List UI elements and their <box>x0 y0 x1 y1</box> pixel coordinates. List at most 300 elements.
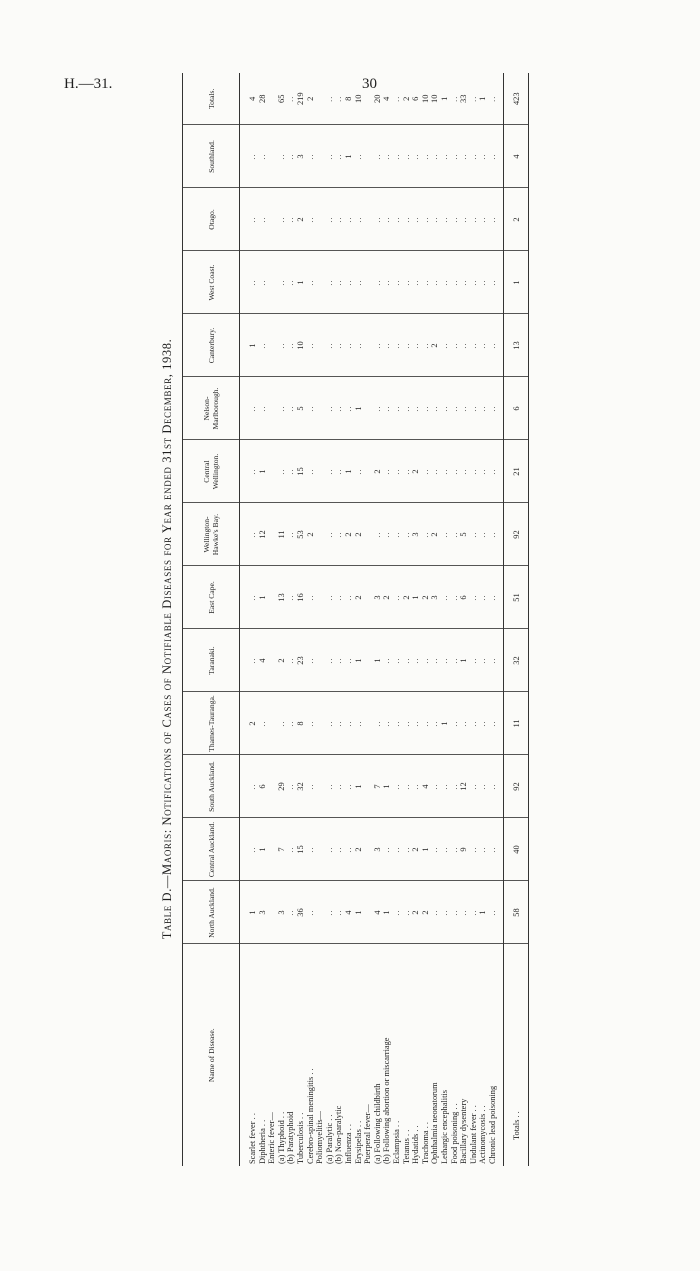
cell-value: .. <box>430 818 440 881</box>
cell-value: 10 <box>430 73 440 125</box>
total-value: 423 <box>504 73 529 125</box>
table-row <box>354 73 364 1166</box>
cell-value: .. <box>469 503 479 566</box>
cell-value <box>315 881 325 944</box>
cell-value: 28 <box>258 73 268 125</box>
cell-value: .. <box>334 188 344 251</box>
cell-value: .. <box>334 629 344 692</box>
cell-value: .. <box>430 692 440 755</box>
cell-value: .. <box>459 440 469 503</box>
cell-value: .. <box>459 188 469 251</box>
cell-value: .. <box>258 314 268 377</box>
cell-value: 3 <box>411 503 421 566</box>
cell-value <box>363 566 373 629</box>
totals-label: Totals . . <box>504 944 529 1166</box>
cell-value: 4 <box>258 629 268 692</box>
cell-value <box>315 125 325 188</box>
cell-value: 6 <box>459 566 469 629</box>
cell-value: 1 <box>373 629 383 692</box>
cell-value: .. <box>488 566 504 629</box>
cell-value: .. <box>286 692 296 755</box>
disease-name: Ophthalmia neonatorum <box>430 1082 440 1164</box>
cell-value: .. <box>402 503 412 566</box>
cell-value: .. <box>421 125 431 188</box>
cell-value: .. <box>344 377 354 440</box>
cell-value: .. <box>306 125 316 188</box>
cell-value: .. <box>488 73 504 125</box>
cell-value: 15 <box>296 440 306 503</box>
cell-value: .. <box>440 818 450 881</box>
cell-value: .. <box>478 503 488 566</box>
cell-value <box>267 692 277 755</box>
header-district: Central Auckland. <box>183 818 240 881</box>
cell-value: .. <box>449 566 459 629</box>
cell-value: .. <box>469 188 479 251</box>
cell-value: .. <box>411 251 421 314</box>
cell-value <box>363 818 373 881</box>
header-district: Canterbury. <box>183 314 240 377</box>
cell-value: .. <box>469 566 479 629</box>
cell-value: .. <box>240 440 258 503</box>
cell-value: 32 <box>296 755 306 818</box>
cell-value: .. <box>421 188 431 251</box>
cell-value <box>267 566 277 629</box>
header-district: East Cape. <box>183 566 240 629</box>
cell-value: .. <box>430 251 440 314</box>
cell-value: 2 <box>344 503 354 566</box>
cell-value: .. <box>488 818 504 881</box>
cell-value: .. <box>240 503 258 566</box>
header-district: West Coast. <box>183 251 240 314</box>
cell-value: 2 <box>240 692 258 755</box>
cell-value: .. <box>306 440 316 503</box>
cell-value: .. <box>354 125 364 188</box>
cell-value: 2 <box>430 314 440 377</box>
disease-name: (a) Following childbirth <box>372 1083 382 1164</box>
cell-value: .. <box>459 314 469 377</box>
cell-value: .. <box>411 692 421 755</box>
cell-value <box>267 188 277 251</box>
page-reference: H.—31. <box>64 76 113 92</box>
cell-value: .. <box>449 503 459 566</box>
cell-value: .. <box>488 377 504 440</box>
cell-value <box>267 314 277 377</box>
cell-value: .. <box>277 377 287 440</box>
cell-value: .. <box>402 755 412 818</box>
cell-value: .. <box>344 818 354 881</box>
total-value: 2 <box>504 188 529 251</box>
cell-value: .. <box>286 377 296 440</box>
table-row <box>315 73 325 1166</box>
disease-name: Chronic lead poisoning <box>488 944 504 1166</box>
cell-value: .. <box>334 251 344 314</box>
cell-value: 1 <box>258 818 268 881</box>
total-value: 40 <box>504 818 529 881</box>
cell-value: .. <box>240 818 258 881</box>
cell-value <box>363 881 373 944</box>
cell-value: 1 <box>344 125 354 188</box>
cell-value: .. <box>325 440 335 503</box>
cell-value: .. <box>373 503 383 566</box>
cell-value: 23 <box>296 629 306 692</box>
cell-value: .. <box>325 692 335 755</box>
cell-value: .. <box>449 692 459 755</box>
cell-value: .. <box>488 251 504 314</box>
cell-value: 2 <box>382 566 392 629</box>
table-row <box>325 73 335 1166</box>
cell-value: 1 <box>344 440 354 503</box>
cell-value: .. <box>277 251 287 314</box>
cell-value: 7 <box>277 818 287 881</box>
cell-value: 2 <box>354 818 364 881</box>
cell-value: 13 <box>277 566 287 629</box>
cell-value: .. <box>421 314 431 377</box>
cell-value: .. <box>469 692 479 755</box>
cell-value: .. <box>402 881 412 944</box>
cell-value: .. <box>402 188 412 251</box>
cell-value: 6 <box>258 755 268 818</box>
cell-value: .. <box>240 566 258 629</box>
cell-value: .. <box>240 377 258 440</box>
cell-value: 2 <box>430 503 440 566</box>
cell-value: 20 <box>373 73 383 125</box>
cell-value: .. <box>488 692 504 755</box>
cell-value: 8 <box>296 692 306 755</box>
header-district: Southland. <box>183 125 240 188</box>
cell-value: .. <box>421 440 431 503</box>
cell-value: 1 <box>459 629 469 692</box>
total-value: 51 <box>504 566 529 629</box>
cell-value: 1 <box>478 881 488 944</box>
cell-value: 2 <box>354 503 364 566</box>
disease-name: (b) Non-paralytic <box>334 1105 344 1164</box>
cell-value: .. <box>449 818 459 881</box>
cell-value <box>315 818 325 881</box>
table-body <box>240 73 529 1166</box>
cell-value: .. <box>392 73 402 125</box>
cell-value: .. <box>286 503 296 566</box>
cell-value: 1 <box>240 314 258 377</box>
cell-value: .. <box>402 377 412 440</box>
cell-value: .. <box>306 314 316 377</box>
cell-value: .. <box>277 188 287 251</box>
cell-value: .. <box>258 377 268 440</box>
cell-value: .. <box>334 692 344 755</box>
disease-name: Influenza . . <box>343 1124 353 1164</box>
cell-value: .. <box>478 125 488 188</box>
cell-value: .. <box>430 440 440 503</box>
cell-value <box>315 251 325 314</box>
cell-value: .. <box>325 755 335 818</box>
disease-name: Tetanus . . <box>401 1129 411 1164</box>
rotated-table-block <box>160 88 580 1166</box>
disease-name: Lethargic encephalitis <box>439 1089 449 1164</box>
header-district: Thames-Tauranga. <box>183 692 240 755</box>
cell-value: .. <box>306 881 316 944</box>
cell-value: .. <box>325 188 335 251</box>
cell-value: .. <box>306 755 316 818</box>
cell-value: .. <box>325 73 335 125</box>
cell-value: 2 <box>411 881 421 944</box>
cell-value: .. <box>402 440 412 503</box>
cell-value: .. <box>240 125 258 188</box>
cell-value: .. <box>440 251 450 314</box>
cell-value: 4 <box>344 881 354 944</box>
cell-value: .. <box>258 125 268 188</box>
cell-value: 1 <box>421 818 431 881</box>
cell-value: 65 <box>277 73 287 125</box>
cell-value: .. <box>392 566 402 629</box>
table-title: Table D.—Maoris: Notifications of Cases of Notifiable Diseases for Year ended 31st December, 1938. <box>160 338 174 940</box>
cell-value: .. <box>354 188 364 251</box>
cell-value: .. <box>373 377 383 440</box>
cell-value: .. <box>449 881 459 944</box>
cell-value: 2 <box>373 440 383 503</box>
cell-value: .. <box>354 440 364 503</box>
cell-value: .. <box>240 251 258 314</box>
cell-value: .. <box>421 692 431 755</box>
header-disease: Name of Disease. <box>183 944 240 1166</box>
header-district: Taranaki. <box>183 629 240 692</box>
cell-value: .. <box>382 818 392 881</box>
cell-value: .. <box>440 440 450 503</box>
cell-value: .. <box>411 314 421 377</box>
table-row <box>334 73 344 1166</box>
cell-value <box>315 629 325 692</box>
total-value: 21 <box>504 440 529 503</box>
cell-value: .. <box>392 503 402 566</box>
cell-value: .. <box>469 73 479 125</box>
table-row <box>240 73 258 1166</box>
total-value: 92 <box>504 503 529 566</box>
cell-value <box>363 314 373 377</box>
cell-value: .. <box>344 314 354 377</box>
cell-value <box>363 188 373 251</box>
cell-value: .. <box>334 566 344 629</box>
disease-name: Food poisoning . . <box>449 1103 459 1164</box>
cell-value: .. <box>478 251 488 314</box>
cell-value: 4 <box>421 755 431 818</box>
cell-value: .. <box>469 629 479 692</box>
disease-name: (b) Following abortion or miscarriage <box>382 1037 392 1164</box>
cell-value <box>315 188 325 251</box>
cell-value: .. <box>334 503 344 566</box>
cell-value: .. <box>334 818 344 881</box>
cell-value: 36 <box>296 881 306 944</box>
disease-name: Scarlet fever . . <box>248 1113 258 1164</box>
cell-value: 1 <box>354 629 364 692</box>
cell-value <box>315 440 325 503</box>
cell-value: .. <box>478 692 488 755</box>
cell-value: .. <box>469 314 479 377</box>
cell-value: .. <box>402 314 412 377</box>
cell-value: .. <box>306 692 316 755</box>
cell-value: .. <box>469 377 479 440</box>
cell-value: .. <box>277 314 287 377</box>
cell-value: .. <box>344 755 354 818</box>
disease-name: (b) Paratyphoid <box>286 1111 296 1164</box>
total-value: 4 <box>504 125 529 188</box>
cell-value: 1 <box>440 73 450 125</box>
total-value: 11 <box>504 692 529 755</box>
cell-value: .. <box>277 692 287 755</box>
cell-value: .. <box>286 73 296 125</box>
cell-value: .. <box>373 188 383 251</box>
cell-value: .. <box>382 188 392 251</box>
cell-value: .. <box>392 881 402 944</box>
cell-value: 2 <box>402 73 412 125</box>
cell-value: 2 <box>306 73 316 125</box>
cell-value: .. <box>325 566 335 629</box>
cell-value: 2 <box>421 881 431 944</box>
table-row <box>478 73 488 1166</box>
cell-value: .. <box>440 125 450 188</box>
cell-value: .. <box>277 125 287 188</box>
cell-value: .. <box>277 440 287 503</box>
cell-value: .. <box>392 377 402 440</box>
cell-value: 219 <box>296 73 306 125</box>
header-district: Wellington-Hawke's Bay. <box>183 503 240 566</box>
cell-value: .. <box>334 881 344 944</box>
cell-value <box>315 314 325 377</box>
cell-value: 3 <box>277 881 287 944</box>
total-value: 92 <box>504 755 529 818</box>
cell-value: .. <box>411 188 421 251</box>
disease-name: (a) Paralytic . . <box>324 1114 334 1164</box>
table-row <box>430 73 440 1166</box>
disease-name: Diphtheria . . <box>257 1119 267 1164</box>
page-number: 30 <box>362 76 377 92</box>
cell-value <box>363 503 373 566</box>
notifications-table <box>182 73 529 1166</box>
cell-value: 6 <box>411 73 421 125</box>
cell-value: 3 <box>258 881 268 944</box>
cell-value: 33 <box>459 73 469 125</box>
cell-value: .. <box>402 251 412 314</box>
table-row <box>363 73 373 1166</box>
disease-name: Enteric fever— <box>267 1112 277 1164</box>
cell-value: .. <box>488 629 504 692</box>
cell-value: .. <box>421 377 431 440</box>
cell-value: .. <box>325 818 335 881</box>
cell-value: .. <box>488 755 504 818</box>
cell-value: .. <box>392 818 402 881</box>
cell-value: .. <box>449 629 459 692</box>
cell-value: .. <box>469 755 479 818</box>
cell-value: .. <box>258 251 268 314</box>
cell-value: 7 <box>373 755 383 818</box>
cell-value <box>267 73 277 125</box>
cell-value <box>315 73 325 125</box>
cell-value: .. <box>478 188 488 251</box>
disease-name: (a) Thyphoid . . <box>276 1111 286 1164</box>
cell-value: .. <box>459 125 469 188</box>
cell-value: .. <box>488 440 504 503</box>
cell-value: 1 <box>411 566 421 629</box>
cell-value: .. <box>286 440 296 503</box>
table-row <box>449 73 459 1166</box>
cell-value: .. <box>334 314 344 377</box>
cell-value: .. <box>325 503 335 566</box>
cell-value: .. <box>334 377 344 440</box>
cell-value: .. <box>421 629 431 692</box>
cell-value: .. <box>392 629 402 692</box>
cell-value: 1 <box>382 755 392 818</box>
cell-value: .. <box>449 188 459 251</box>
cell-value: 2 <box>411 440 421 503</box>
cell-value: .. <box>325 629 335 692</box>
cell-value: .. <box>373 314 383 377</box>
cell-value: .. <box>286 251 296 314</box>
cell-value: .. <box>440 188 450 251</box>
total-value: 1 <box>504 251 529 314</box>
cell-value: .. <box>469 251 479 314</box>
cell-value: 1 <box>258 566 268 629</box>
cell-value: .. <box>478 377 488 440</box>
cell-value: 3 <box>430 566 440 629</box>
table-row <box>306 73 316 1166</box>
cell-value: .. <box>240 755 258 818</box>
cell-value: .. <box>325 314 335 377</box>
disease-name: Puerperal fever— <box>363 1104 373 1164</box>
cell-value: .. <box>402 818 412 881</box>
cell-value: .. <box>392 314 402 377</box>
cell-value: .. <box>382 503 392 566</box>
cell-value: .. <box>488 188 504 251</box>
cell-value: .. <box>354 251 364 314</box>
cell-value: .. <box>478 566 488 629</box>
cell-value: .. <box>469 881 479 944</box>
cell-value: .. <box>306 188 316 251</box>
cell-value: .. <box>286 188 296 251</box>
cell-value: 53 <box>296 503 306 566</box>
cell-value: .. <box>488 503 504 566</box>
cell-value: .. <box>488 881 504 944</box>
cell-value: .. <box>449 440 459 503</box>
cell-value: .. <box>459 377 469 440</box>
cell-value: 4 <box>373 881 383 944</box>
cell-value: .. <box>488 314 504 377</box>
disease-name: Eclampsia . . <box>391 1120 401 1164</box>
cell-value: .. <box>306 251 316 314</box>
cell-value: .. <box>325 251 335 314</box>
cell-value: .. <box>354 692 364 755</box>
cell-value: 2 <box>277 629 287 692</box>
cell-value: 1 <box>354 881 364 944</box>
cell-value: .. <box>430 755 440 818</box>
disease-name: Poliomyelitis— <box>315 1110 325 1164</box>
cell-value <box>315 755 325 818</box>
cell-value: .. <box>440 377 450 440</box>
cell-value: 10 <box>421 73 431 125</box>
cell-value: .. <box>430 188 440 251</box>
cell-value: .. <box>392 251 402 314</box>
cell-value: .. <box>449 73 459 125</box>
cell-value: .. <box>382 314 392 377</box>
cell-value: .. <box>286 566 296 629</box>
disease-name: Bacillary dysentery <box>459 1098 469 1164</box>
cell-value: .. <box>286 125 296 188</box>
table-row <box>469 73 479 1166</box>
cell-value: .. <box>344 629 354 692</box>
header-district: Totals. <box>183 73 240 125</box>
table-row <box>344 73 354 1166</box>
cell-value: 10 <box>296 314 306 377</box>
cell-value: .. <box>478 440 488 503</box>
cell-value: .. <box>325 125 335 188</box>
cell-value: .. <box>402 692 412 755</box>
cell-value: .. <box>286 818 296 881</box>
